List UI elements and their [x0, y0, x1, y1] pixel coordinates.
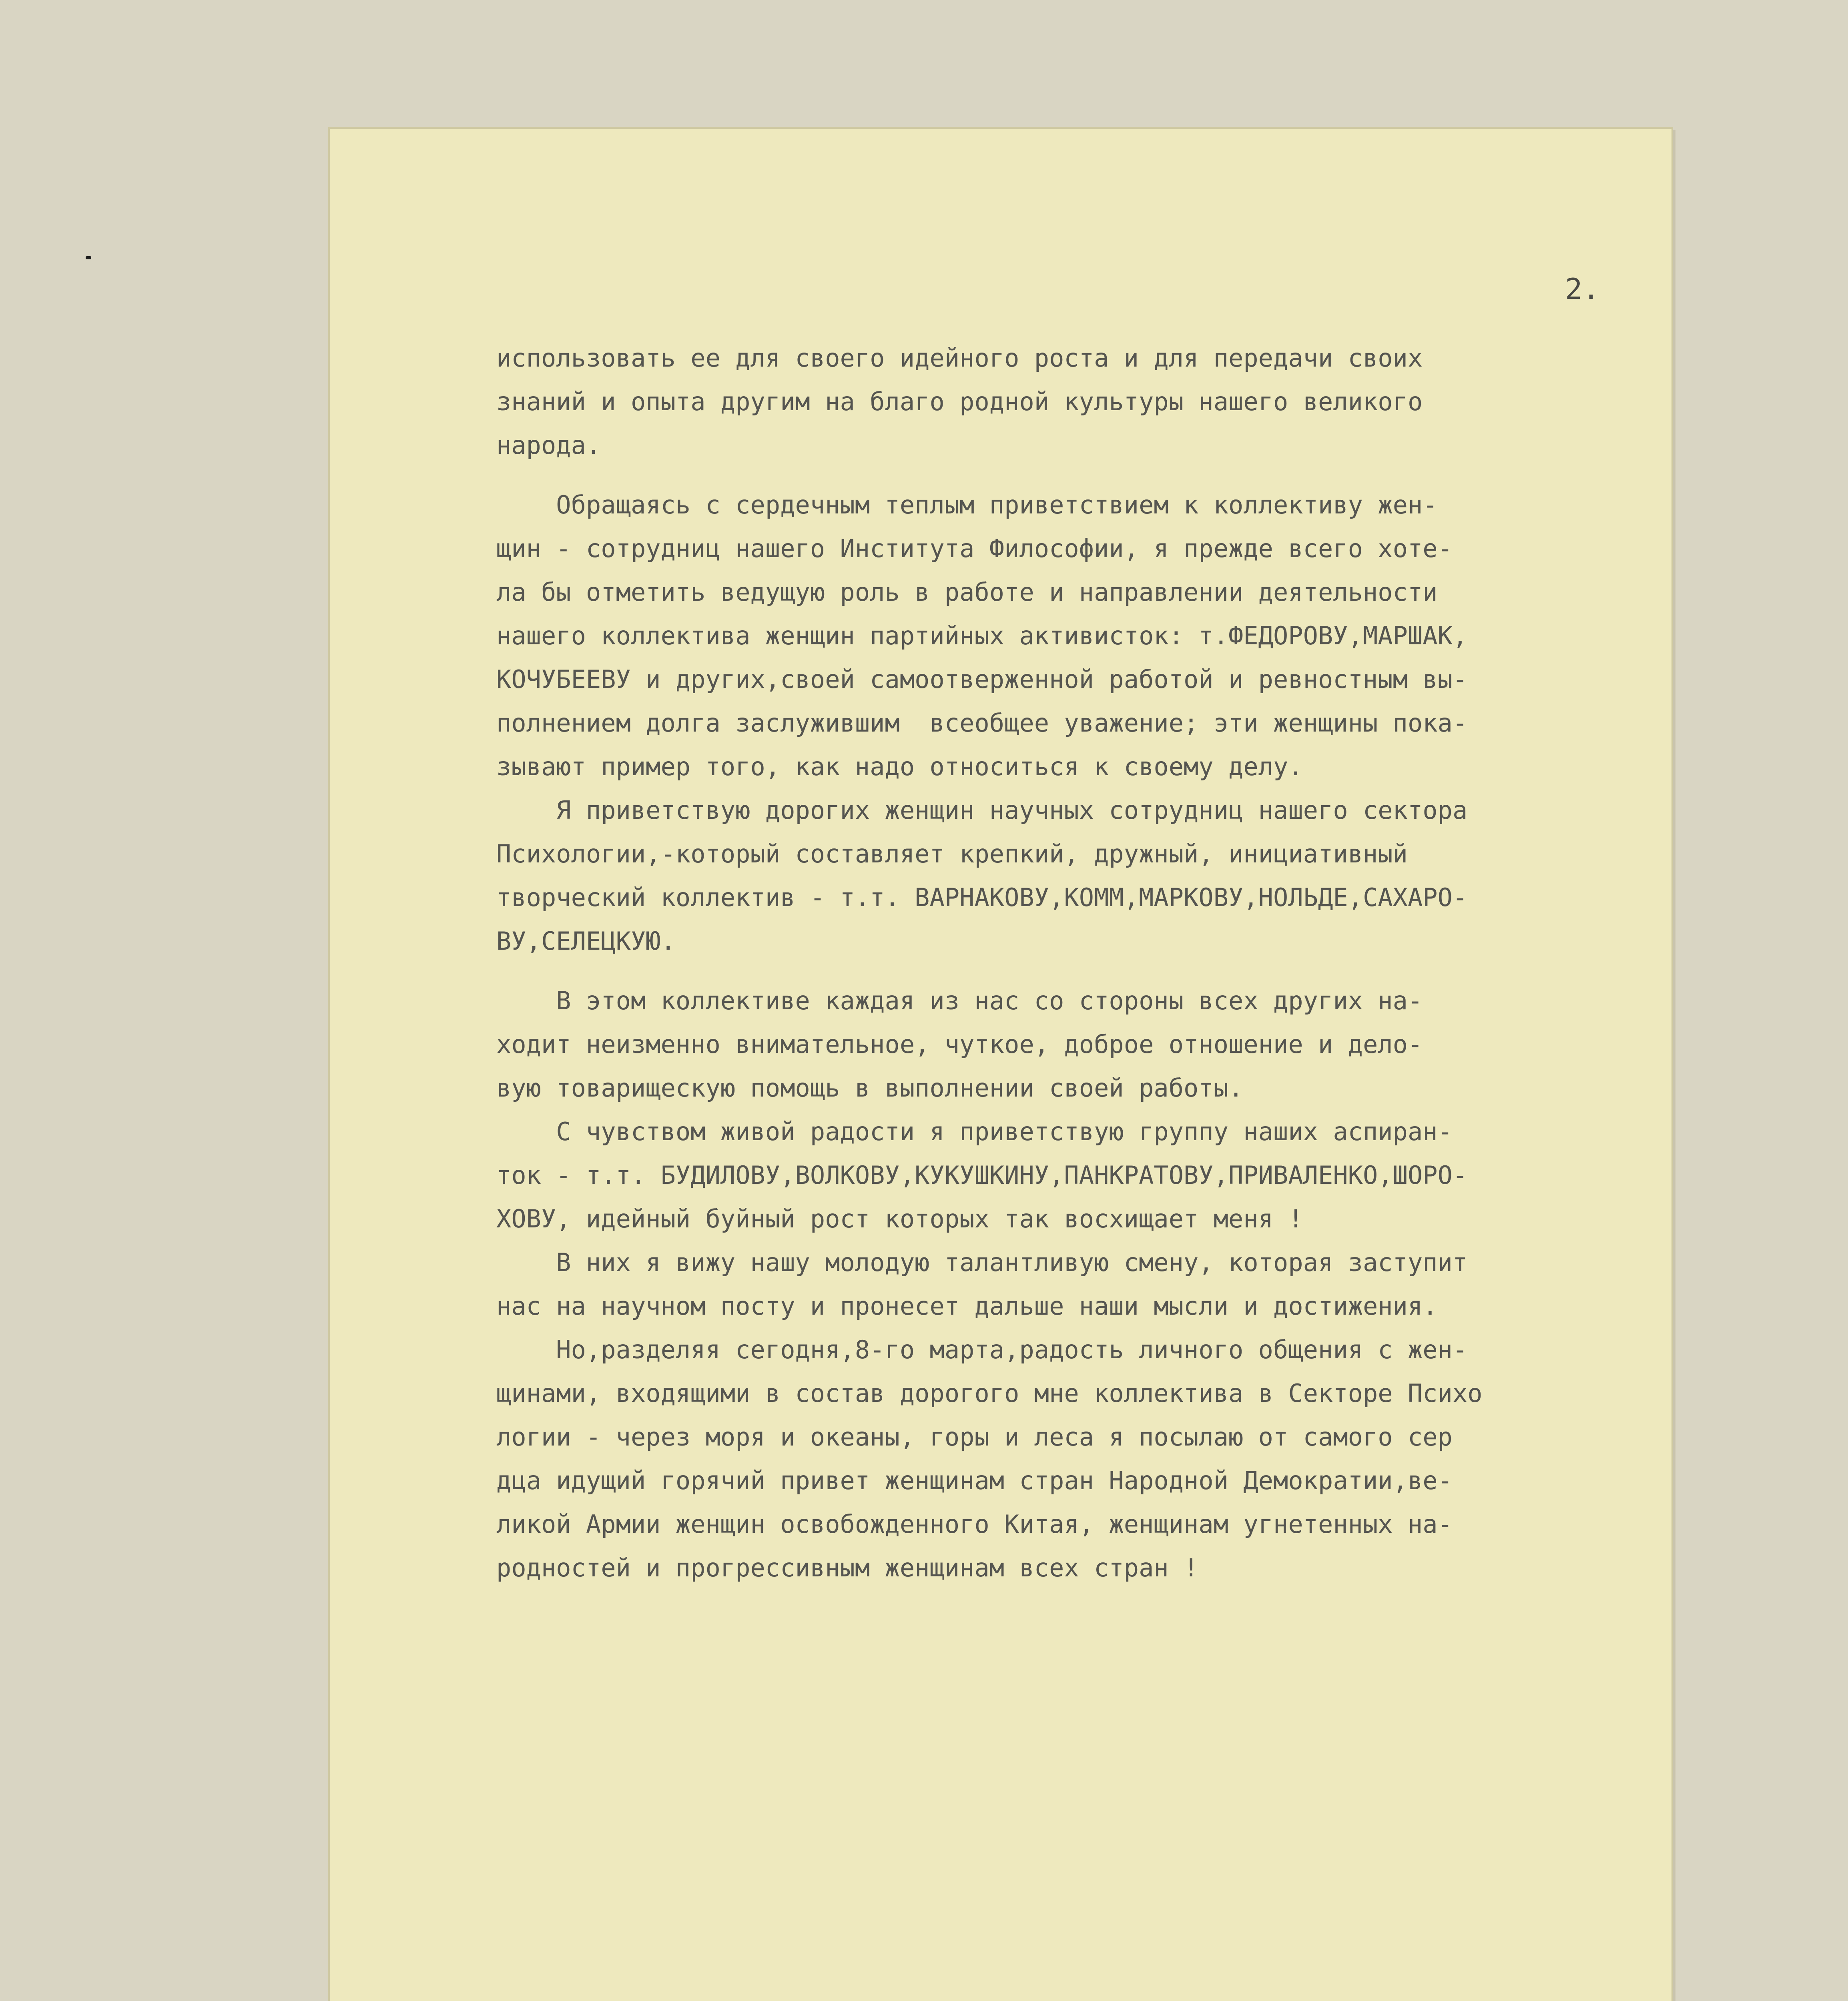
text-line: Обращаясь с сердечным теплым приветствием к коллективу жен- — [496, 490, 1438, 519]
text-line: В них я вижу нашу молодую талантливую смену, которая заступит — [496, 1248, 1468, 1277]
text-line: ла бы отметить ведущую роль в работе и направлении деятельности — [496, 577, 1438, 607]
stray-mark — [86, 256, 91, 259]
text-line: творческий коллектив - т.т. ВАРНАКОВУ,КОММ,МАРКОВУ,НОЛЬДЕ,САХАРО- — [496, 883, 1468, 912]
text-line: логии - через моря и океаны, горы и леса я посылаю от самого сер — [496, 1422, 1453, 1452]
text-line: щинами, входящими в состав дорогого мне коллектива в Секторе Психо — [496, 1379, 1483, 1408]
text-line: использовать ее для своего идейного роста и для передачи своих — [496, 343, 1423, 373]
text-line: В этом коллективе каждая из нас со стороны всех других на- — [496, 986, 1423, 1015]
text-line: ходит неизменно внимательное, чуткое, доброе отношение и дело- — [496, 1030, 1423, 1059]
text-line: полнением долга заслужившим всеобщее уважение; эти женщины пока- — [496, 708, 1468, 738]
text-line: С чувством живой радости я приветствую группу наших аспиран- — [496, 1117, 1453, 1146]
text-line: нас на научном посту и пронесет дальше наши мысли и достижения. — [496, 1291, 1438, 1321]
text-line: знаний и опыта другим на благо родной культуры нашего великого — [496, 387, 1423, 416]
text-line: Но,разделяя сегодня,8-го марта,радость личного общения с жен- — [496, 1335, 1468, 1364]
text-line: ХОВУ, идейный буйный рост которых так восхищает меня ! — [496, 1204, 1303, 1233]
text-line: вую товарищескую помощь в выполнении своей работы. — [496, 1073, 1244, 1103]
document-body — [496, 336, 1673, 1590]
text-line: народа. — [496, 431, 601, 460]
text-line: нашего коллектива женщин партийных активисток: т.ФЕДОРОВУ,МАРШАК, — [496, 621, 1468, 650]
paragraph-gap — [496, 963, 1673, 979]
text-line: ликой Армии женщин освобожденного Китая, женщинам угнетенных на- — [496, 1510, 1453, 1539]
text-line: ВУ,СЕЛЕЦКУЮ. — [496, 926, 676, 956]
text-line: КОЧУБЕЕВУ и других,своей самоотверженной работой и ревностным вы- — [496, 665, 1468, 694]
text-line: щин - сотрудниц нашего Института Философии, я прежде всего хоте- — [496, 534, 1453, 563]
page-number: 2. — [1565, 272, 1600, 306]
text-line: Психологии,-который составляет крепкий, дружный, инициативный — [496, 839, 1408, 868]
text-line: ток - т.т. БУДИЛОВУ,ВОЛКОВУ,КУКУШКИНУ,ПАНКРАТОВУ,ПРИВАЛЕНКО,ШОРО- — [496, 1161, 1468, 1190]
text-line: родностей и прогрессивным женщинам всех стран ! — [496, 1553, 1199, 1582]
text-line: дца идущий горячий привет женщинам стран Народной Демократии,ве- — [496, 1466, 1453, 1495]
text-line: Я приветствую дорогих женщин научных сотрудниц нашего сектора — [496, 796, 1468, 825]
paragraph-gap — [496, 467, 1673, 483]
text-line: зывают пример того, как надо относиться к своему делу. — [496, 752, 1303, 781]
